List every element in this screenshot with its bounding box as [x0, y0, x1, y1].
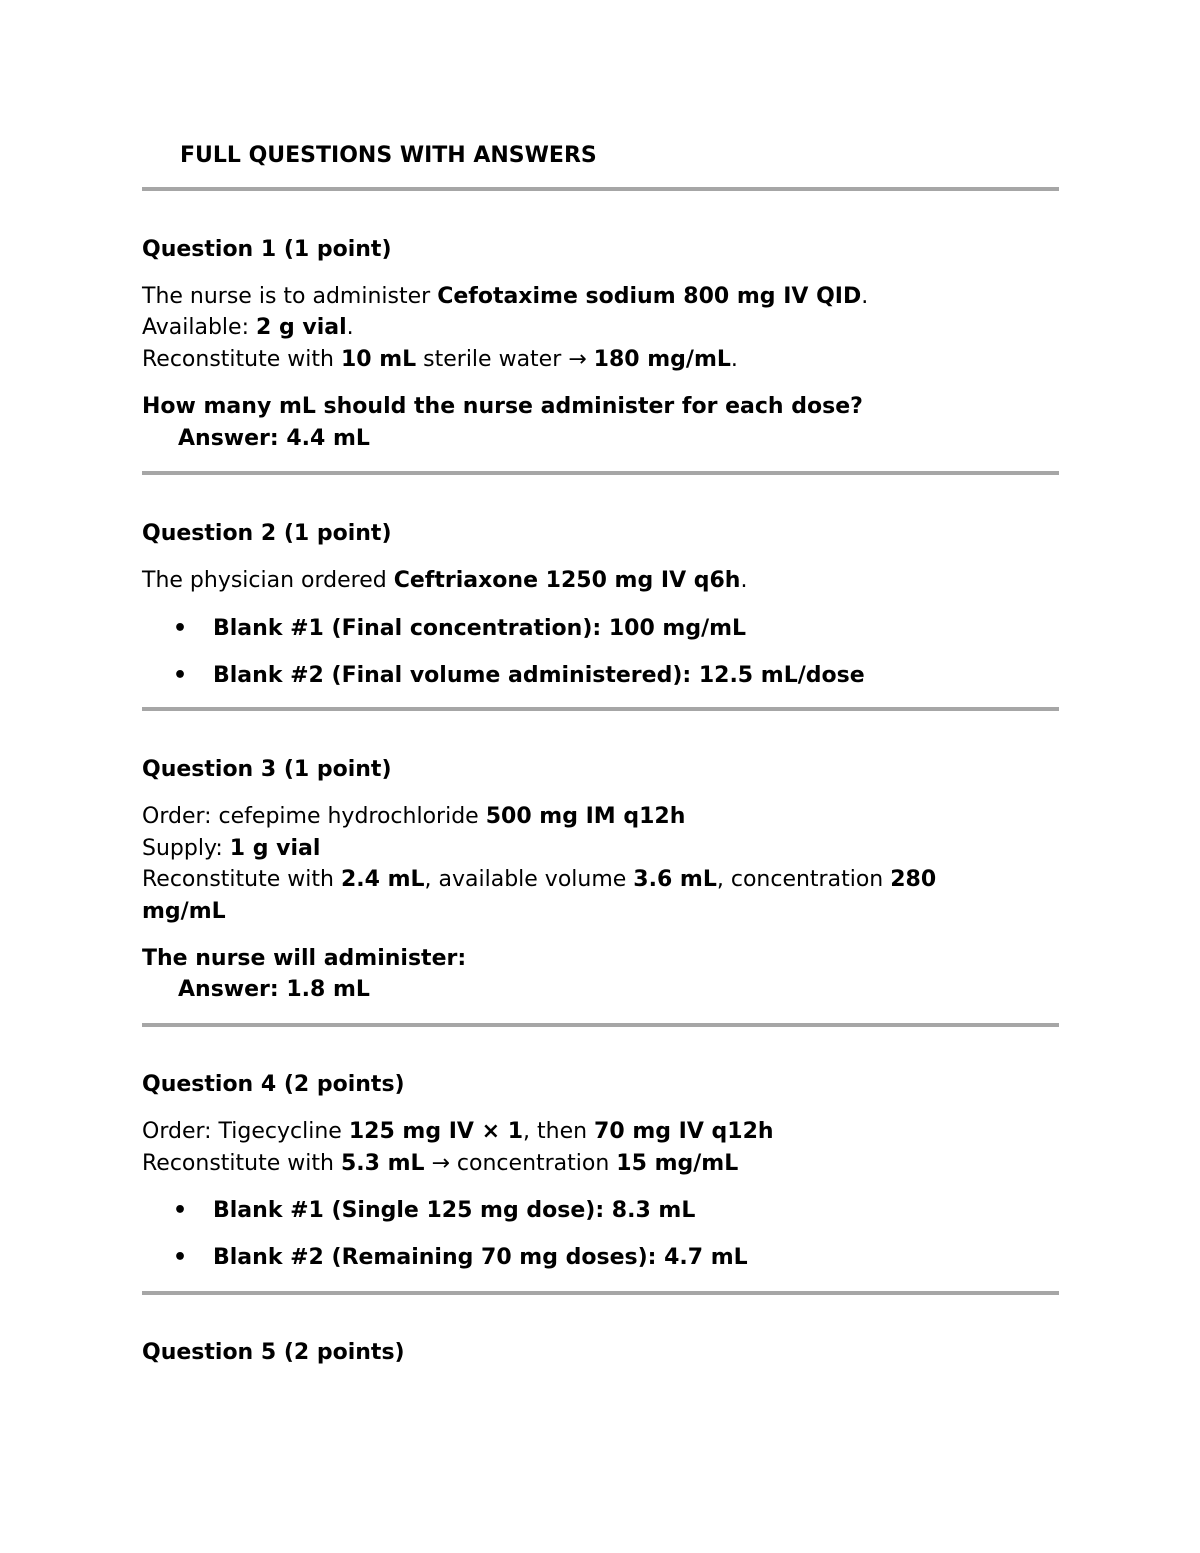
text-segment: .	[740, 568, 748, 593]
question-1-heading: Question 1 (1 point)	[142, 237, 392, 262]
diluent-volume: 5.3 mL	[340, 1151, 425, 1176]
text-segment: .	[730, 347, 738, 372]
question-3-heading: Question 3 (1 point)	[142, 757, 392, 782]
question-2-heading: Question 2 (1 point)	[142, 521, 392, 546]
section-divider	[142, 707, 1059, 711]
question-4-order-line	[142, 1118, 774, 1146]
text-segment: Order: Tigecycline	[142, 1119, 349, 1144]
supply-value: 1 g vial	[229, 836, 321, 861]
question-4-heading: Question 4 (2 points)	[142, 1072, 405, 1097]
question-3-answer: Answer: 1.8 mL	[178, 977, 370, 1002]
drug-order: 500 mg IM q12h	[485, 804, 686, 829]
section-divider	[142, 1291, 1059, 1295]
text-segment: The nurse is to administer	[142, 284, 438, 309]
question-5-heading: Question 5 (2 points)	[142, 1340, 405, 1365]
bullet-marker: •	[173, 1198, 188, 1223]
available-volume: 3.6 mL	[633, 867, 717, 892]
drug-order: Ceftriaxone 1250 mg IV q6h	[393, 568, 741, 593]
question-2-order-line	[142, 567, 747, 595]
text-segment: Reconstitute with	[142, 347, 341, 372]
document-title: FULL QUESTIONS WITH ANSWERS	[180, 143, 597, 168]
question-4-reconstitute-line	[142, 1150, 738, 1178]
drug-order: Cefotaxime sodium 800 mg IV QID	[437, 284, 862, 309]
question-4-blank-2: Blank #2 (Remaining 70 mg doses): 4.7 mL	[213, 1245, 748, 1270]
section-divider	[142, 187, 1059, 191]
text-segment: → concentration	[424, 1151, 617, 1176]
question-3-concentration-unit: mg/mL	[142, 899, 226, 924]
diluent-volume: 2.4 mL	[340, 867, 425, 892]
maintenance-dose: 70 mg IV q12h	[594, 1119, 774, 1144]
question-3-prompt: The nurse will administer:	[142, 946, 467, 971]
text-segment: , concentration	[716, 867, 891, 892]
bullet-marker: •	[173, 1245, 188, 1270]
question-3-reconstitute-line	[142, 866, 936, 894]
concentration-value: 15 mg/mL	[616, 1151, 739, 1176]
concentration-value: 280	[890, 867, 937, 892]
question-1-reconstitute-line	[142, 346, 738, 374]
question-2-blank-1: Blank #1 (Final concentration): 100 mg/mL	[213, 616, 747, 641]
text-segment: Order: cefepime hydrochloride	[142, 804, 486, 829]
question-1-order-line	[142, 283, 868, 311]
text-segment: The physician ordered	[142, 568, 394, 593]
question-3-order-line	[142, 803, 685, 831]
question-1-available-line	[142, 314, 354, 342]
text-segment: Available:	[142, 315, 256, 340]
loading-dose: 125 mg IV × 1	[348, 1119, 524, 1144]
text-segment: , available volume	[424, 867, 634, 892]
section-divider	[142, 1023, 1059, 1027]
question-4-blank-1: Blank #1 (Single 125 mg dose): 8.3 mL	[213, 1198, 696, 1223]
text-segment: .	[861, 284, 869, 309]
text-segment: Reconstitute with	[142, 867, 341, 892]
text-segment: Supply:	[142, 836, 230, 861]
question-1-prompt: How many mL should the nurse administer for each dose?	[142, 394, 863, 419]
text-segment: sterile water →	[416, 347, 594, 372]
diluent-volume: 10 mL	[340, 347, 417, 372]
bullet-marker: •	[173, 616, 188, 641]
text-segment: Reconstitute with	[142, 1151, 341, 1176]
concentration-value: 180 mg/mL	[593, 347, 731, 372]
supply-value: 2 g vial	[256, 315, 347, 340]
question-1-answer: Answer: 4.4 mL	[178, 426, 370, 451]
bullet-marker: •	[173, 663, 188, 688]
section-divider	[142, 471, 1059, 475]
text-segment: .	[346, 315, 354, 340]
text-segment: , then	[523, 1119, 595, 1144]
question-2-blank-2: Blank #2 (Final volume administered): 12.5 mL/dose	[213, 663, 865, 688]
question-3-supply-line	[142, 835, 320, 863]
